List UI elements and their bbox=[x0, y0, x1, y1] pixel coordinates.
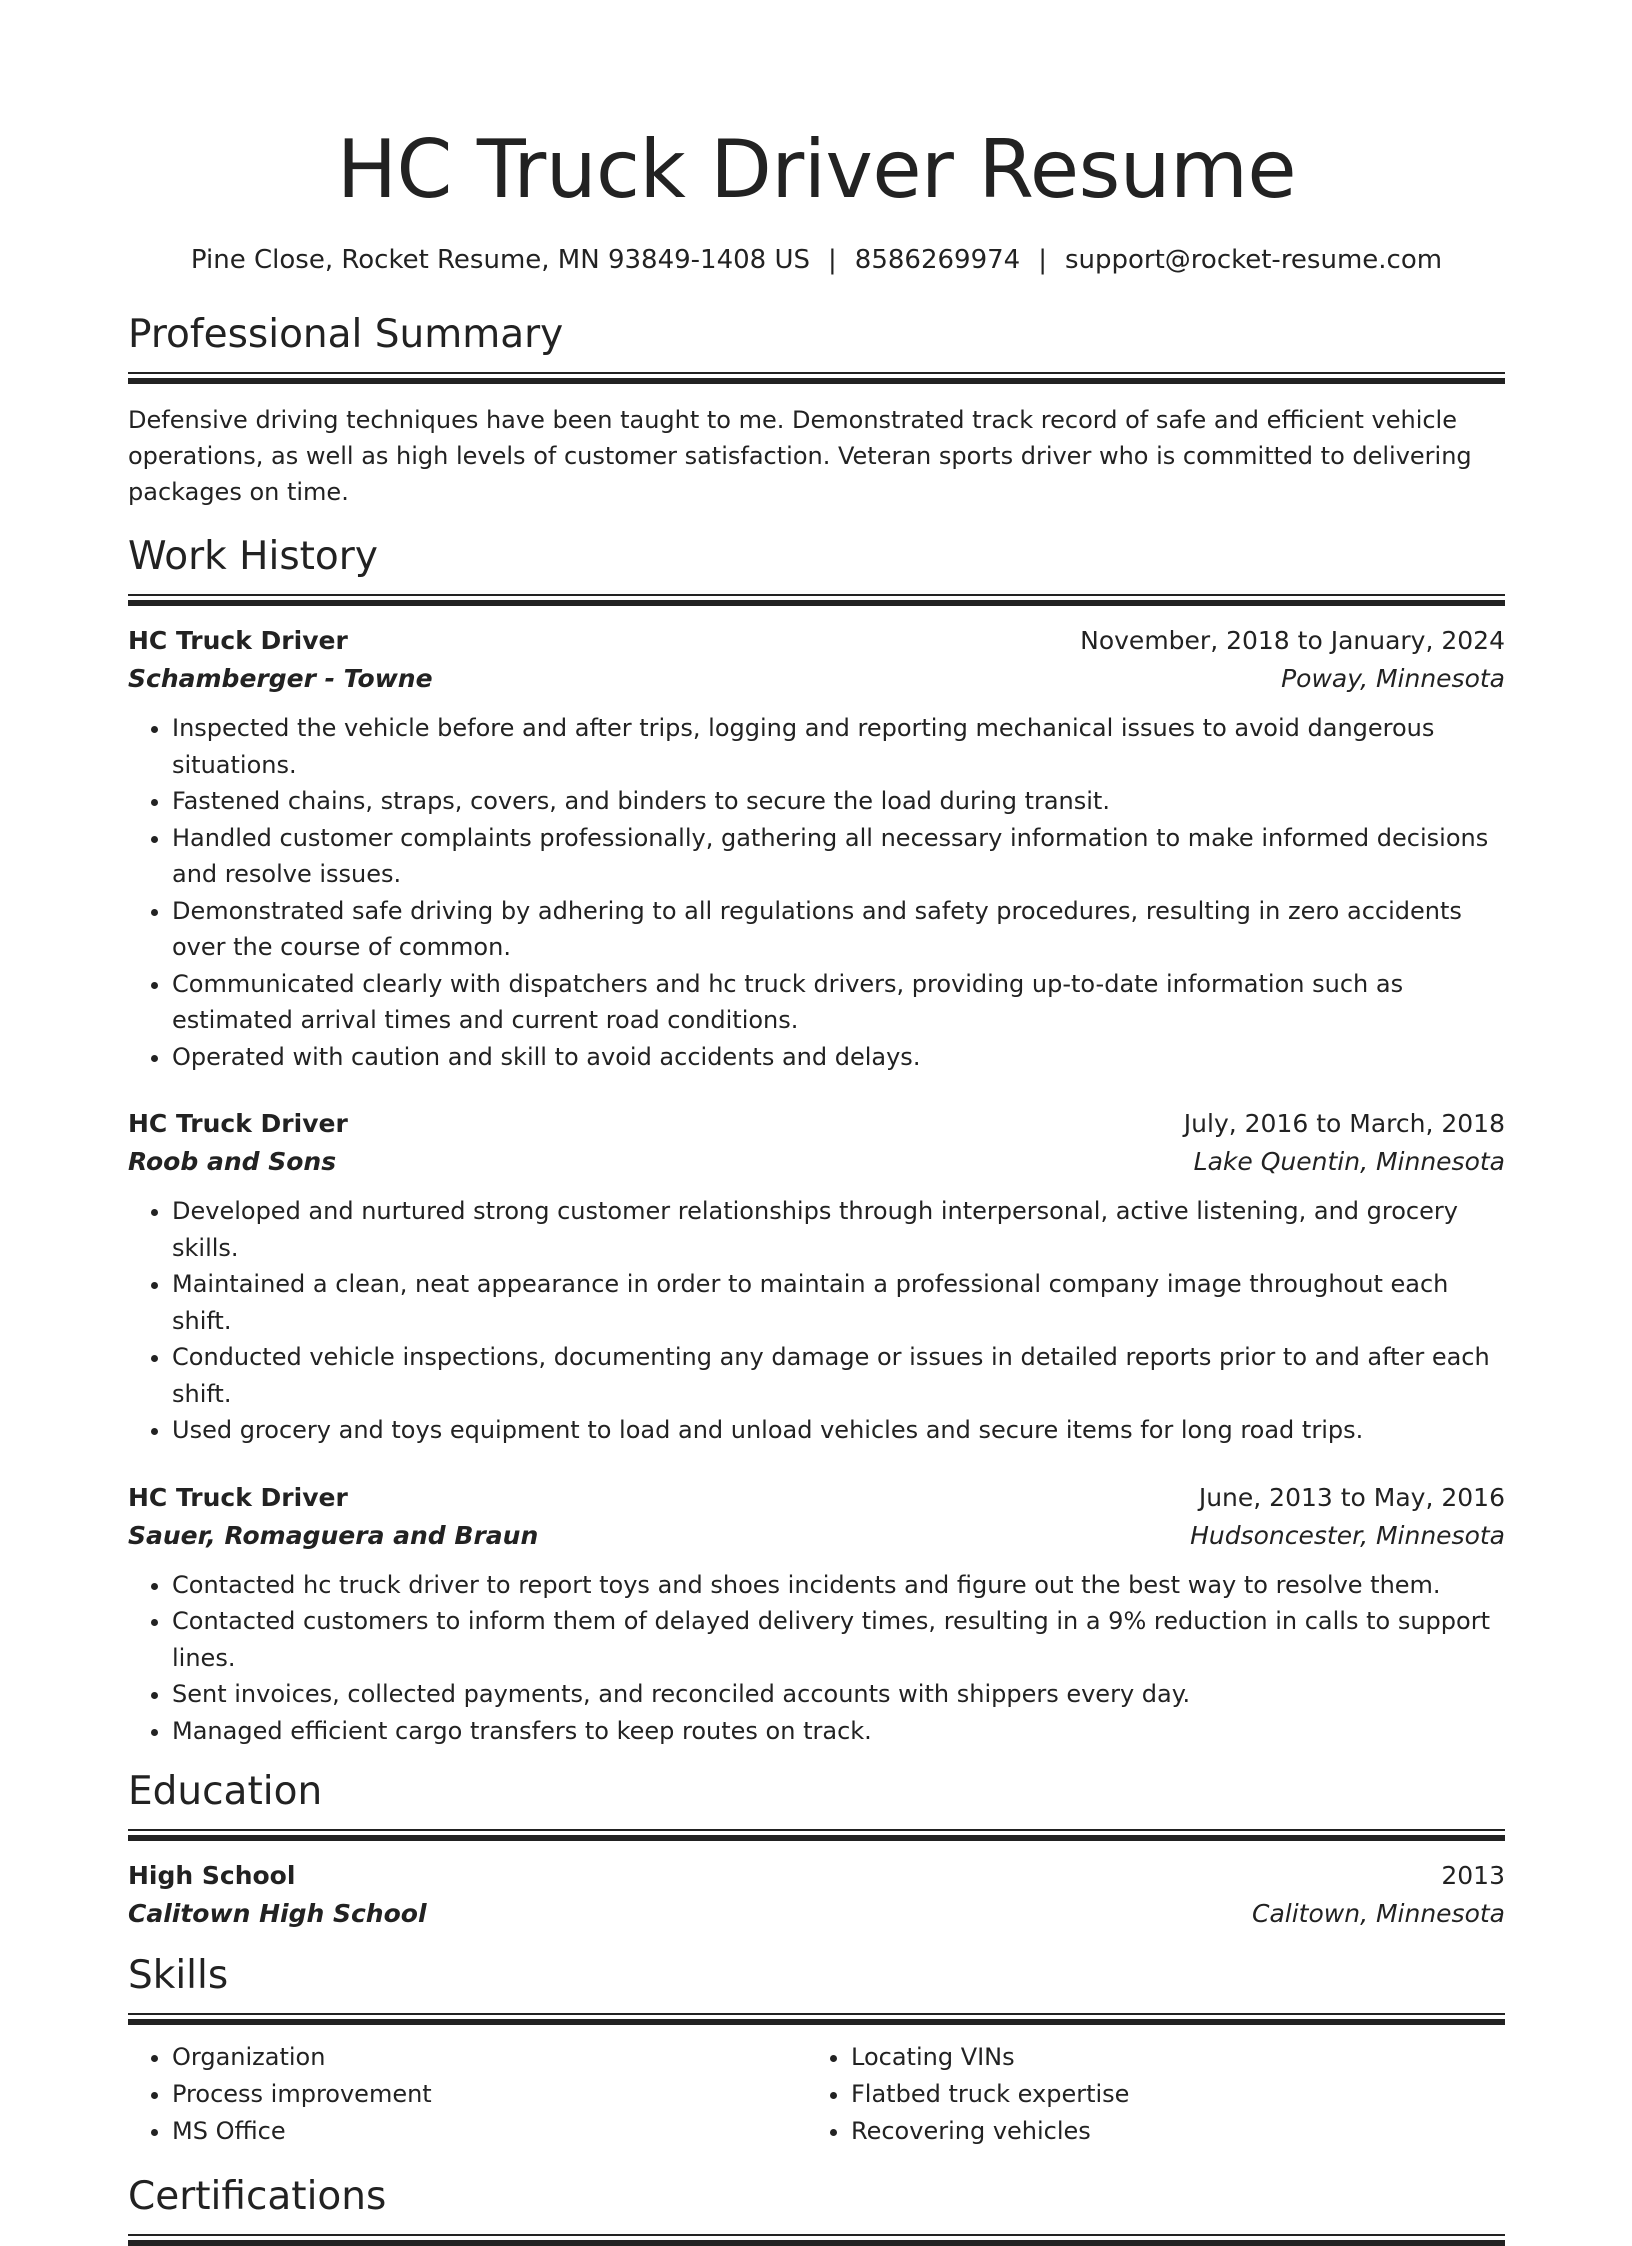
contact-phone: 8586269974 bbox=[854, 245, 1021, 275]
job-company: Schamberger - Towne bbox=[128, 664, 433, 693]
section-divider bbox=[128, 2013, 1505, 2025]
job-bullets bbox=[128, 710, 1505, 1075]
list-item: • Managed efficient cargo transfers to keep routes on track. bbox=[172, 1713, 1505, 1750]
summary-section bbox=[128, 310, 1505, 510]
job-title: HC Truck Driver bbox=[128, 626, 348, 655]
job-title: HC Truck Driver bbox=[128, 1482, 348, 1512]
section-divider bbox=[128, 2234, 1505, 2246]
summary-text: Defensive driving techniques have been taught to me. Demonstrated track record of safe and efficient vehicle operations, as well as high levels of customer satisfaction. Veteran sports driver who is committed to delivering packages on time. bbox=[128, 406, 1472, 506]
list-item: • Used grocery and toys equipment to load and unload vehicles and secure items for long road trips. bbox=[172, 1412, 1505, 1449]
list-item: • Communicated clearly with dispatchers and hc truck drivers, providing up-to-date information such as estimated arrival times and current road conditions. bbox=[172, 966, 1505, 1039]
skills-section bbox=[128, 1951, 1505, 2150]
job-entry bbox=[128, 1479, 1505, 1750]
contact-line bbox=[128, 242, 1505, 278]
education-location: Calitown, Minnesota bbox=[1252, 1899, 1505, 1928]
contact-email: support@rocket-resume.com bbox=[1064, 245, 1443, 275]
section-title-work: Work History bbox=[128, 534, 378, 579]
skills-columns bbox=[128, 2039, 1505, 2150]
contact-separator: | bbox=[828, 245, 837, 275]
section-divider bbox=[128, 372, 1505, 384]
resume-title: HC Truck Driver Resume bbox=[336, 123, 1297, 216]
education-year: 2013 bbox=[1441, 1861, 1505, 1890]
contact-address: Pine Close, Rocket Resume, MN 93849-1408 US bbox=[190, 245, 811, 275]
contact-separator: | bbox=[1038, 245, 1047, 275]
section-divider bbox=[128, 594, 1505, 606]
list-item: • Handled customer complaints professionally, gathering all necessary information to make informed decisions and resolve issues. bbox=[172, 820, 1505, 893]
job-company: Sauer, Romaguera and Braun bbox=[128, 1520, 539, 1550]
list-item: • Contacted customers to inform them of delayed delivery times, resulting in a 9% reduction in calls to support lines. bbox=[172, 1603, 1505, 1676]
certifications-section bbox=[128, 2172, 1505, 2246]
list-item: • Developed and nurtured strong customer relationships through interpersonal, active listening, and grocery skills. bbox=[172, 1193, 1505, 1266]
section-divider bbox=[128, 1829, 1505, 1841]
job-bullets bbox=[128, 1567, 1505, 1750]
job-title: HC Truck Driver bbox=[128, 1109, 348, 1138]
job-location: Hudsoncester, Minnesota bbox=[1190, 1520, 1505, 1550]
job-company: Roob and Sons bbox=[128, 1147, 337, 1176]
job-location: Poway, Minnesota bbox=[1281, 664, 1505, 693]
list-item: • Conducted vehicle inspections, documenting any damage or issues in detailed reports prior to and after each shift. bbox=[172, 1339, 1505, 1412]
skill-item: • Organization bbox=[172, 2039, 807, 2076]
skills-list-left bbox=[128, 2039, 807, 2150]
job-bullets bbox=[128, 1193, 1505, 1449]
list-item: • Fastened chains, straps, covers, and binders to secure the load during transit. bbox=[172, 783, 1505, 820]
list-item: • Operated with caution and skill to avoid accidents and delays. bbox=[172, 1039, 1505, 1076]
job-dates: June, 2013 to May, 2016 bbox=[1198, 1482, 1505, 1512]
skill-item: • Locating VINs bbox=[851, 2039, 1486, 2076]
list-item: • Contacted hc truck driver to report toys and shoes incidents and figure out the best way to resolve them. bbox=[172, 1567, 1505, 1604]
list-item: • Sent invoices, collected payments, and reconciled accounts with shippers every day. bbox=[172, 1676, 1505, 1713]
list-item: • Maintained a clean, neat appearance in order to maintain a professional company image throughout each shift. bbox=[172, 1266, 1505, 1339]
list-item: • Demonstrated safe driving by adhering to all regulations and safety procedures, resulting in zero accidents over the course of common. bbox=[172, 893, 1505, 966]
section-title-certifications: Certifications bbox=[128, 2174, 387, 2219]
skill-item: • MS Office bbox=[172, 2113, 807, 2150]
education-school: Calitown High School bbox=[128, 1899, 427, 1928]
resume-page bbox=[128, 120, 1505, 2246]
skill-item: • Process improvement bbox=[172, 2076, 807, 2113]
job-entry bbox=[128, 622, 1505, 1075]
job-dates: November, 2018 to January, 2024 bbox=[1080, 626, 1505, 655]
job-location: Lake Quentin, Minnesota bbox=[1193, 1147, 1505, 1176]
job-entry bbox=[128, 1105, 1505, 1449]
work-history-section bbox=[128, 532, 1505, 1749]
section-title-education: Education bbox=[128, 1769, 323, 1814]
education-section bbox=[128, 1767, 1505, 1933]
list-item: • Inspected the vehicle before and after trips, logging and reporting mechanical issues to avoid dangerous situations. bbox=[172, 710, 1505, 783]
skill-item: • Flatbed truck expertise bbox=[851, 2076, 1486, 2113]
section-title-skills: Skills bbox=[128, 1953, 229, 1998]
skills-list-right bbox=[807, 2039, 1486, 2150]
section-title-summary: Professional Summary bbox=[128, 312, 564, 357]
skill-item: • Recovering vehicles bbox=[851, 2113, 1486, 2150]
job-dates: July, 2016 to March, 2018 bbox=[1183, 1109, 1505, 1138]
education-degree: High School bbox=[128, 1861, 296, 1890]
